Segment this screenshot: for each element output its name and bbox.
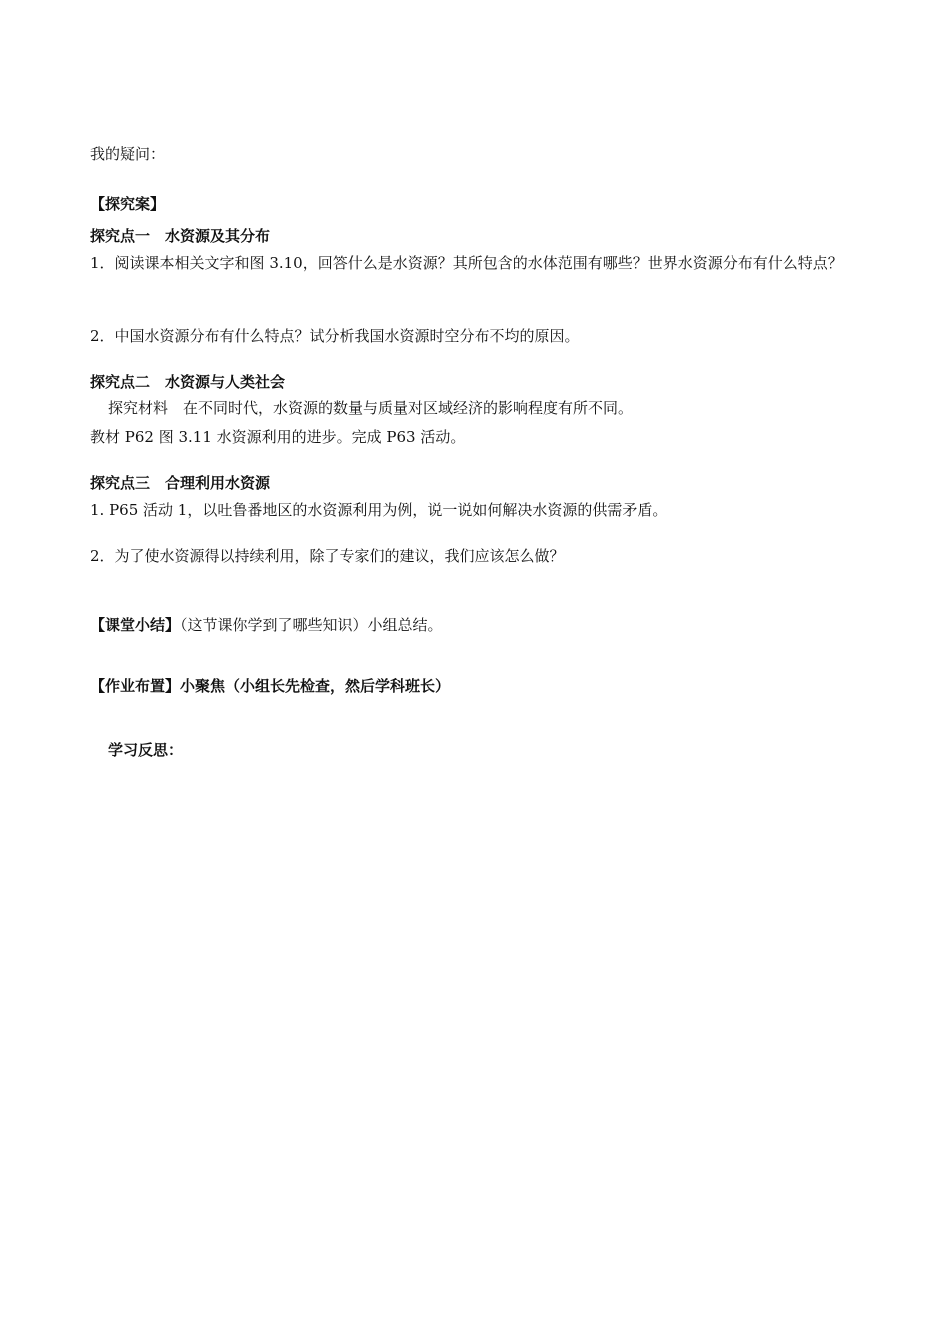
summary-text: （这节课你学到了哪些知识）小组总结。 — [180, 616, 443, 634]
explore-title: 【探究案】 — [90, 195, 166, 213]
point3-question1: 1. P65 活动 1，以吐鲁番地区的水资源利用为例，说一说如何解决水资源的供需矛盾。 — [90, 501, 668, 519]
point2-material: 探究材料 在不同时代，水资源的数量与质量对区域经济的影响程度有所不同。 — [108, 399, 634, 417]
point1-heading: 探究点一 水资源及其分布 — [90, 227, 271, 245]
point3-question2: 2．为了使水资源得以持续利用，除了专家们的建议，我们应该怎么做？ — [90, 547, 565, 565]
point3-heading: 探究点三 合理利用水资源 — [90, 474, 271, 492]
summary-line — [90, 614, 443, 636]
doubt-label: 我的疑问： — [90, 145, 166, 163]
reflection-label: 学习反思： — [108, 741, 184, 759]
point2-heading: 探究点二 水资源与人类社会 — [90, 373, 286, 391]
point1-question2: 2．中国水资源分布有什么特点？试分析我国水资源时空分布不均的原因。 — [90, 327, 580, 345]
point2-textbook: 教材 P62 图 3.11 水资源利用的进步。完成 P63 活动。 — [90, 428, 466, 446]
point1-question1: 1．阅读课本相关文字和图 3.10，回答什么是水资源？其所包含的水体范围有哪些？世界水资源分布有什么特点？ — [90, 254, 843, 272]
homework-line: 【作业布置】小聚焦（小组长先检查，然后学科班长） — [90, 677, 451, 695]
summary-label: 【课堂小结】 — [90, 616, 181, 634]
